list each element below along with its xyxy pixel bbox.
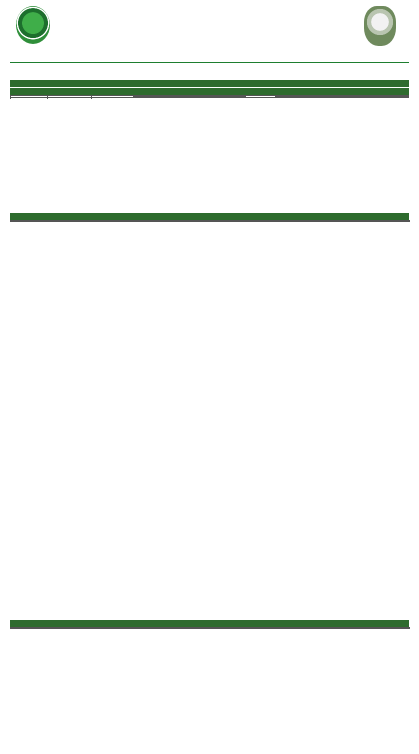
- col-district: [11, 96, 48, 98]
- inc-col-district: [11, 221, 51, 222]
- government-emblem-icon: [364, 6, 396, 46]
- col-schools: [320, 97, 364, 98]
- incidents-table: [10, 220, 410, 222]
- inc-col-source: [321, 221, 410, 222]
- col-injured: [190, 97, 246, 98]
- road-col-situation: [51, 628, 211, 629]
- col-houses: [276, 97, 320, 98]
- roads-table: [10, 627, 410, 629]
- inc-col-detail: [51, 221, 211, 222]
- road-col-source: [321, 628, 410, 629]
- road-col-response: [211, 628, 321, 629]
- inc-col-response: [211, 221, 321, 222]
- header-divider: [10, 62, 409, 63]
- col-death: [134, 97, 190, 98]
- roads-title-bar: [10, 620, 409, 627]
- road-col-district: [11, 628, 51, 629]
- col-nature: [48, 96, 92, 98]
- pdma-logo-icon: [16, 6, 50, 44]
- summary-table: [10, 95, 409, 98]
- infra-title-bar: [10, 88, 409, 95]
- letterhead: [0, 0, 419, 62]
- incidents-title-bar: [10, 213, 409, 220]
- report-title-bar: [10, 80, 409, 87]
- col-others: [364, 97, 408, 98]
- col-cattle: [245, 96, 275, 98]
- col-cause: [92, 96, 134, 98]
